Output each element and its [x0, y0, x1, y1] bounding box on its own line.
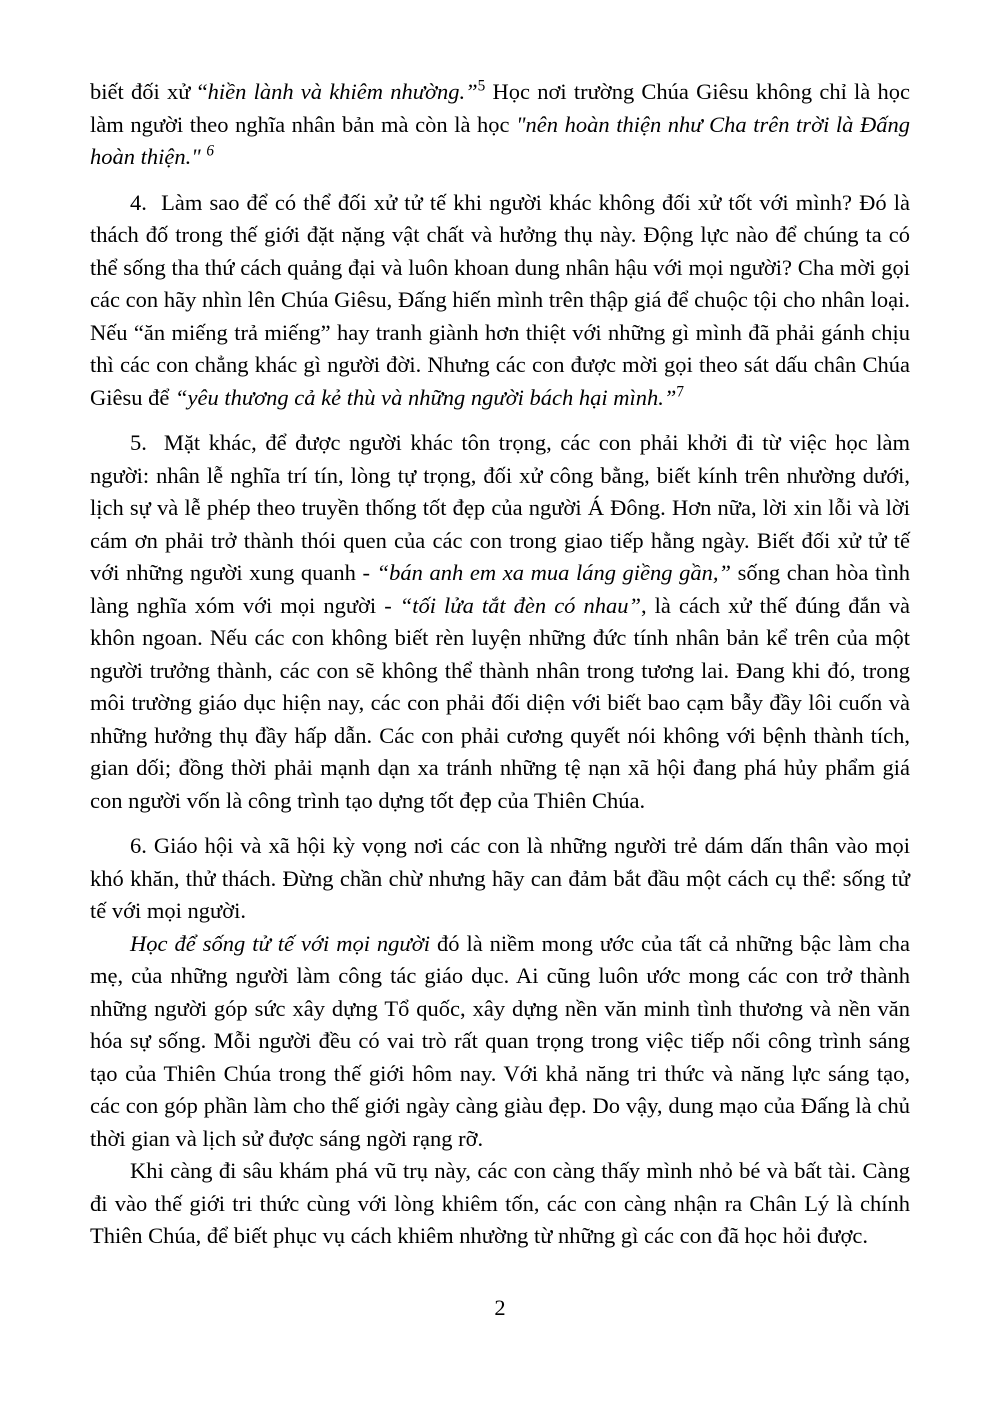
text-run: “yêu thương cả kẻ thù và những người bách hại mình.” — [174, 384, 677, 410]
page-number: 2 — [494, 1295, 506, 1320]
text-run: Học để sống tử tế với mọi người — [130, 930, 430, 956]
paragraph — [90, 187, 910, 415]
text-run: Khi càng đi sâu khám phá vũ trụ này, các con càng thấy mình nhỏ bé và bất tài. Càng đi vào thế giới tri thức cùng với lòng khiêm tốn, các con càng nhận ra Chân Lý là chính Thiên Chúa, để biết phục vụ cách khiêm nhường từ những gì các con đã học hỏi được. — [90, 1158, 910, 1248]
text-run: 6. Giáo hội và xã hội kỳ vọng nơi các con là những người trẻ dám dấn thân vào mọi khó khăn, thử thách. Đừng chần chừ nhưng hãy can đảm bắt đầu một cách cụ thể: sống tử tế với mọi người. — [90, 833, 910, 923]
text-run: biết đối xử “ — [90, 79, 208, 104]
text-run: “bán anh em xa mua láng giềng gần,” — [376, 560, 732, 585]
text-run: , là cách xử thế đúng đắn và khôn ngoan. Nếu các con không biết rèn luyện những đức tính nhân bản kể trên của một người trưởng thành, các con sẽ không thể thành nhân trong tương lai. Đang khi đó, trong môi trường giáo dục hiện nay, các con phải đối diện với biết bao cạm bẫy đầy lôi cuốn và những hưởng thụ đầy hấp dẫn. Các con phải cương quyết nói không với bệnh thành tích, gian dối; đồng thời phải mạnh dạn xa tránh những tệ nạn xã hội đang phá hủy phẩm giá con người vốn là công trình tạo dựng tốt đẹp của Thiên Chúa. — [90, 592, 910, 813]
text-run: đó là niềm mong ước của tất cả những bậc làm cha mẹ, của những người làm công tác giáo dục. Ai cũng luôn ước mong các con trở thành những người góp sức xây dựng Tổ quốc, xây dựng nền văn minh tình thương và nền văn hóa sự sống. Mỗi người đều có vai trò rất quan trọng trong việc tiếp nối công trình sáng tạo của Thiên Chúa trong thế giới hôm nay. Với khả năng tri thức và năng lực sáng tạo, các con góp phần làm cho thế giới ngày càng giàu đẹp. Do vậy, dung mạo của Đấng là chủ thời gian và lịch sử được sáng ngời rạng rỡ. — [90, 930, 911, 1151]
text-run: “tối lửa tắt đèn có nhau” — [399, 592, 641, 618]
footnote-reference: 7 — [676, 383, 685, 400]
footnote-reference: 6 — [206, 142, 214, 160]
paragraph — [90, 427, 910, 817]
paragraph — [90, 76, 910, 174]
paragraph — [90, 1155, 910, 1253]
text-run: sống chan hòa tình làng nghĩa xóm với mọi người - — [90, 560, 910, 618]
text-run: 5. Mặt khác, để được người khác tôn trọng, các con phải khởi đi từ việc học làm người: nhân lễ nghĩa trí tín, lòng tự trọng, đối xử công bằng, biết kính trên nhường dưới, lịch sự và lễ phép theo truyền thống tốt đẹp của người Á Đông. Hơn nữa, lời xin lỗi và lời cám ơn phải trở thành thói quen của các con trong giao tiếp hằng ngày. Biết đối xử tử tế với những người xung quanh - — [90, 430, 910, 585]
paragraph — [90, 928, 910, 1156]
text-run: hiền lành và khiêm nhường.” — [207, 79, 478, 104]
text-run: Học nơi trường Chúa Giêsu không chỉ là học làm người theo nghĩa nhân bản mà còn là học — [90, 79, 911, 137]
document-body — [90, 76, 910, 1253]
footnote-reference: 5 — [477, 77, 486, 95]
text-run: "nên hoàn thiện như Cha trên trời là Đấng hoàn thiện." — [90, 111, 910, 169]
text-run: 4. Làm sao để có thể đối xử tử tế khi người khác không đối xử tốt với mình? Đó là thách đố trong thế giới đặt nặng vật chất và hưởng thụ này. Động lực nào để chúng ta có thể sống tha thứ cách quảng đại và luôn khoan dung nhân hậu với mọi người? Cha mời gọi các con hãy nhìn lên Chúa Giêsu, Đấng hiến mình trên thập giá để chuộc tội cho nhân loại. Nếu “ăn miếng trả miếng” hay tranh giành hơn thiệt với những gì mình đã phải gánh chịu thì các con chẳng khác gì người đời. Nhưng các con được mời gọi theo sát dấu chân Chúa Giêsu để — [90, 189, 910, 410]
page-footer — [0, 1292, 1000, 1324]
paragraph — [90, 830, 910, 928]
